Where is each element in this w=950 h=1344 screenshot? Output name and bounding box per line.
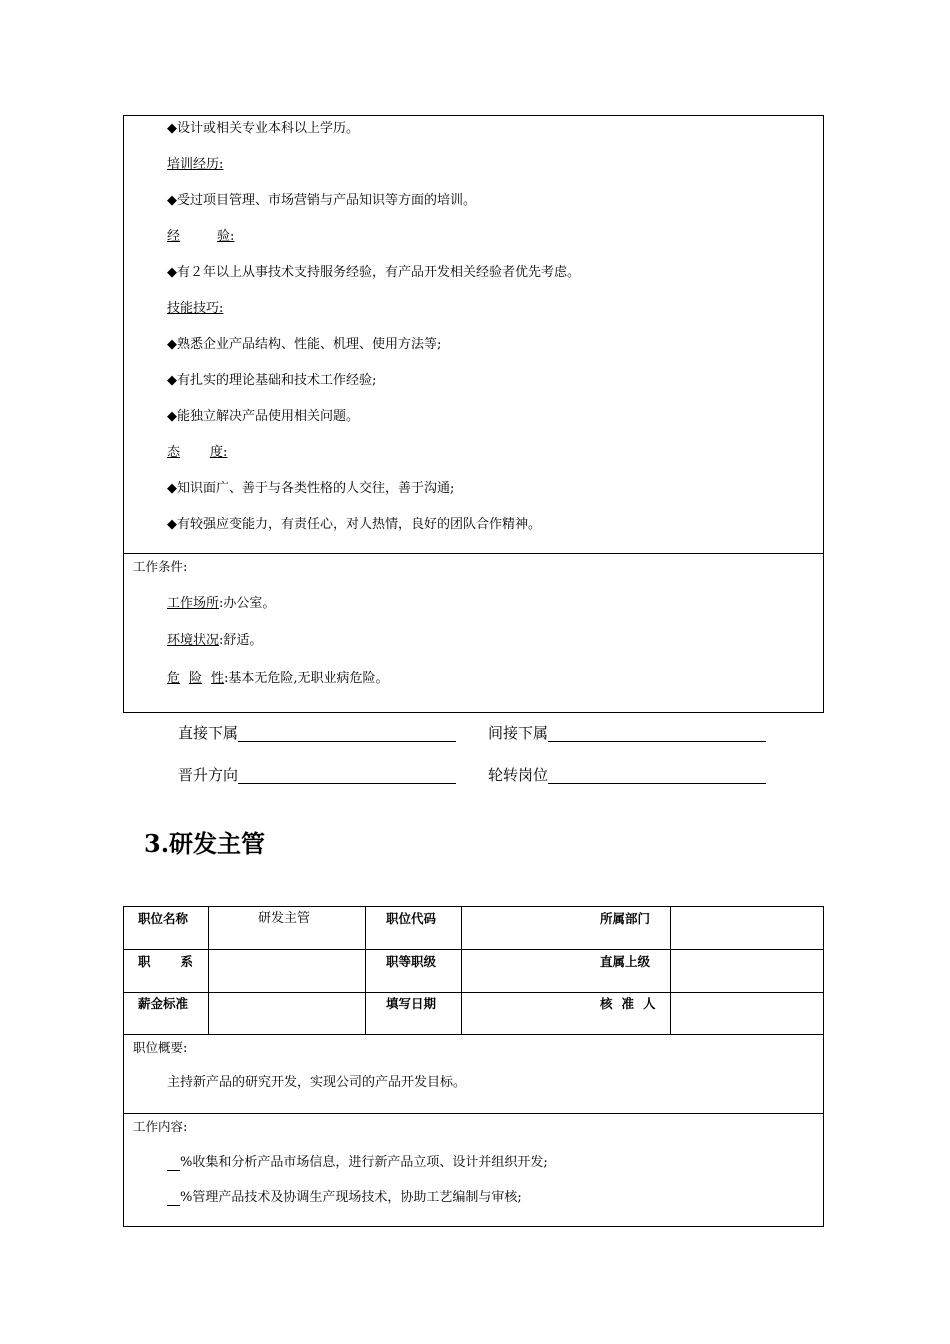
work-content-item xyxy=(167,1190,522,1206)
attitude-label-a: 态 xyxy=(167,445,181,460)
row-divider xyxy=(124,949,823,950)
conditions-title xyxy=(133,559,187,576)
direct-subordinate-field xyxy=(178,724,456,742)
skills-label: 技能技巧: xyxy=(167,301,224,316)
work-place-value: :办公室。 xyxy=(219,596,276,611)
section-heading: 3.研发主管 xyxy=(144,829,266,858)
work-content-item xyxy=(167,1155,548,1171)
department-label: 所属部门 xyxy=(600,911,651,926)
attitude-label xyxy=(167,445,227,461)
work-place-label: 工作场所 xyxy=(167,596,220,611)
attitude-label-b: 度: xyxy=(210,445,228,460)
skills-item: ◆熟悉企业产品结构、性能、机理、使用方法等; xyxy=(167,337,442,352)
rotation-field xyxy=(488,766,766,784)
education-line: ◆设计或相关专业本科以上学历。 xyxy=(167,121,359,136)
percent-blank[interactable] xyxy=(167,1157,180,1171)
job-summary-title-text: 职位概要 xyxy=(133,1040,184,1055)
job-code-label: 职位代码 xyxy=(386,911,437,926)
percent-blank[interactable] xyxy=(167,1192,180,1206)
row-divider xyxy=(124,1034,823,1035)
job-family-label-a: 职 xyxy=(138,954,151,969)
promotion-blank[interactable] xyxy=(238,767,456,784)
supervisor-label: 直属上级 xyxy=(600,954,651,969)
experience-label-a: 经 xyxy=(167,229,181,244)
column-divider xyxy=(365,907,366,1034)
conditions-colon: : xyxy=(183,560,188,575)
attitude-item: ◆有较强应变能力，有责任心，对人热情，良好的团队合作精神。 xyxy=(167,517,541,532)
direct-subordinate-blank[interactable] xyxy=(238,725,456,742)
environment-label: 环境状况 xyxy=(167,633,220,648)
grade-label: 职等职级 xyxy=(386,954,437,969)
conditions-title-text: 工作条件 xyxy=(133,559,184,574)
approver-label-b: 准 xyxy=(621,996,635,1011)
work-place-line xyxy=(167,596,275,612)
danger-label-c: 性 xyxy=(211,671,225,686)
work-content-item-text: %管理产品技术及协调生产现场技术，协助工艺编制与审核; xyxy=(180,1190,522,1205)
work-content-title xyxy=(133,1119,187,1136)
indirect-subordinate-label: 间接下属 xyxy=(488,724,549,742)
work-content-title-text: 工作内容 xyxy=(133,1119,184,1134)
job-title-label: 职位名称 xyxy=(138,911,189,926)
experience-line: ◆有２年以上从事技术支持服务经验，有产品开发相关经验者优先考虑。 xyxy=(167,265,580,280)
salary-label: 薪金标准 xyxy=(138,996,189,1011)
direct-subordinate-label: 直接下属 xyxy=(178,724,239,742)
work-content-colon: : xyxy=(183,1120,188,1135)
row-divider xyxy=(124,1113,823,1114)
fill-date-label: 填写日期 xyxy=(386,996,437,1011)
column-divider xyxy=(670,907,671,1034)
qualifications-box xyxy=(123,115,824,554)
skills-item: ◆能独立解决产品使用相关问题。 xyxy=(167,409,359,424)
conditions-box xyxy=(123,553,824,713)
indirect-subordinate-field xyxy=(488,724,766,742)
danger-value: :基本无危险,无职业病危险。 xyxy=(224,671,389,686)
skills-item: ◆有扎实的理论基础和技术工作经验; xyxy=(167,373,377,388)
training-label: 培训经历: xyxy=(167,157,224,172)
job-summary-title xyxy=(133,1040,187,1057)
row-divider xyxy=(124,992,823,993)
approver-label-c: 人 xyxy=(643,996,656,1011)
indirect-subordinate-blank[interactable] xyxy=(548,725,766,742)
experience-label xyxy=(167,229,234,245)
column-divider xyxy=(208,907,209,1034)
job-title-value: 研发主管 xyxy=(258,911,311,926)
job-info-table xyxy=(123,906,824,1227)
danger-label-a: 危 xyxy=(167,671,181,686)
job-family-label xyxy=(138,954,193,970)
promotion-label: 晋升方向 xyxy=(178,766,239,784)
job-family-label-b: 系 xyxy=(180,954,194,969)
rotation-label: 轮转岗位 xyxy=(488,766,549,784)
promotion-field xyxy=(178,766,456,784)
work-content-item-text: %收集和分析产品市场信息，进行新产品立项、设计并组织开发; xyxy=(180,1155,548,1170)
training-line: ◆受过项目管理、市场营销与产品知识等方面的培训。 xyxy=(167,193,476,208)
danger-line xyxy=(167,671,389,687)
danger-label xyxy=(167,671,224,686)
rotation-blank[interactable] xyxy=(548,767,766,784)
danger-label-b: 险 xyxy=(189,671,203,686)
environment-line xyxy=(167,633,262,649)
column-divider xyxy=(461,907,462,1034)
environment-value: :舒适。 xyxy=(219,633,263,648)
approver-label xyxy=(600,996,656,1012)
job-summary-colon: : xyxy=(183,1041,188,1056)
approver-label-a: 核 xyxy=(600,996,613,1011)
job-summary-text: 主持新产品的研究开发，实现公司的产品开发目标。 xyxy=(167,1075,467,1090)
attitude-item: ◆知识面广、善于与各类性格的人交往，善于沟通; xyxy=(167,481,455,496)
experience-label-b: 验: xyxy=(217,229,235,244)
